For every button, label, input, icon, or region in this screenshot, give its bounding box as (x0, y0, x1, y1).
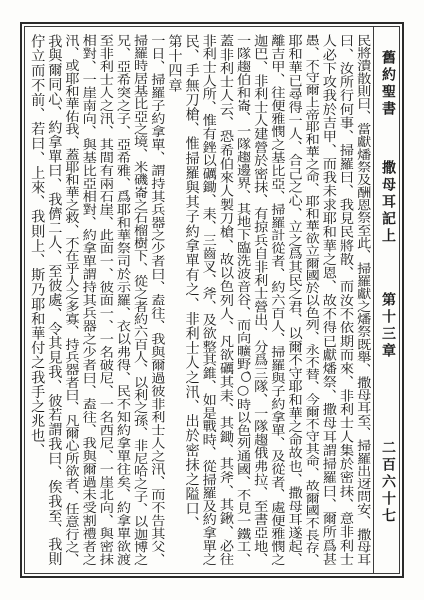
text-column: 一隊趨伯和崙、一隊趨邊界、其地下臨洗波音谷、而向曠野、○時以色列通國、不見一鐵工、 (235, 34, 252, 567)
text-column: 愚、不守爾上帝耶和華之命、耶和華欲立爾國於以色列、永不替、今爾不守其命、故爾國不長存、 (303, 34, 320, 567)
book-title: 舊約聖書 (380, 50, 396, 118)
text-column: 兄、亞希突之子、亞希雅、爲耶和華祭司於示羅、衣以弗得、民不知約拿單往矣、約拿單欲渡 (114, 34, 131, 566)
text-column: 民、手無刀槍、惟掃羅與其子約拿單有之、非利士人之汛、出於密抹之隘口、 (183, 34, 200, 531)
text-column: 曰、汝所行何事、掃羅曰、我見民將散、而汝不依期而來、非利士人集於密抹、意非利士 (338, 34, 355, 566)
text-column: 至非利士人之汛、其間有兩石崖、此面一、彼面一、一名破尼、一名西尼、一崖北向、與密抹 (97, 34, 114, 566)
text-column: 一日、掃羅子約拿單、謂持其兵器之少者曰、盍往、我與爾過彼非利士人之汛、而不告其父、 (149, 34, 166, 566)
text-column: 第十四章 (166, 34, 183, 93)
chapter-heading: 第十三章 (380, 292, 396, 360)
book-name: 撒母耳記上 (380, 160, 396, 245)
text-column: 耶和華已尋得一人、合己之心、立之爲其民之君、以爾不守耶和華之命故也、撒母耳遂起、 (286, 34, 303, 567)
text-column: 相對、一崖南向、與基比亞相對、約拿單謂持其兵器之少者曰、盍往、我與爾過未受割禮者之 (80, 34, 97, 566)
text-column: 佇立而不前、若曰、上來、我則上、斯乃耶和華付之我手之兆也、 (29, 34, 46, 458)
text-column: 民將潰散則曰、當獻燔祭及酬恩祭至此、掃羅獻之燔祭既舉、撒母耳至、掃羅出迓問安、撒母耳 (355, 34, 372, 567)
text-column: 人必下攻我於吉甲、而我未求耶和華之恩、故不得已獻燔祭、撒母耳謂掃羅曰、爾所爲甚 (320, 34, 337, 566)
text-column: 迦巴、非利士人建營於密抹、有掠兵自非利士營出、分爲三隊、一隊趨俄弗拉、至書亞地、 (252, 34, 269, 567)
text-column: 我與爾同心、約拿單曰、我儕二人、至彼處、令其見我、彼若謂我曰、俟我至、我則 (46, 34, 63, 566)
text-column: 離吉甲、往便雅憫之基比亞、掃羅計從者、約六百人、掃羅與子約拿單、及從者、處便雅憫之 (269, 34, 286, 566)
text-column: 非利士人所、惟有銼以礪鋤、耒、三齒叉、斧、及欲整其錐、如是戰時、從掃羅及約拿單之 (200, 34, 217, 567)
text-column: 掃羅時居基比亞之境、米磯崙之石榴樹下、從之者約六百人、以利之孫、非尼哈之子、以迦博之 (132, 34, 149, 567)
header-rule (373, 26, 374, 574)
page-number: 二百六十七 (380, 440, 396, 525)
text-column: 汛、或耶和華佑我、蓋耶和華之救、不在乎人之多寡、持兵器者曰、凡爾心所欲者、任意行之、 (63, 34, 80, 567)
text-column: 蓋非利士人云、恐希伯來人製刀槍、故以色列人、凡欲礪其耒、其鋤、其斧、其鍬、必往 (217, 34, 234, 566)
